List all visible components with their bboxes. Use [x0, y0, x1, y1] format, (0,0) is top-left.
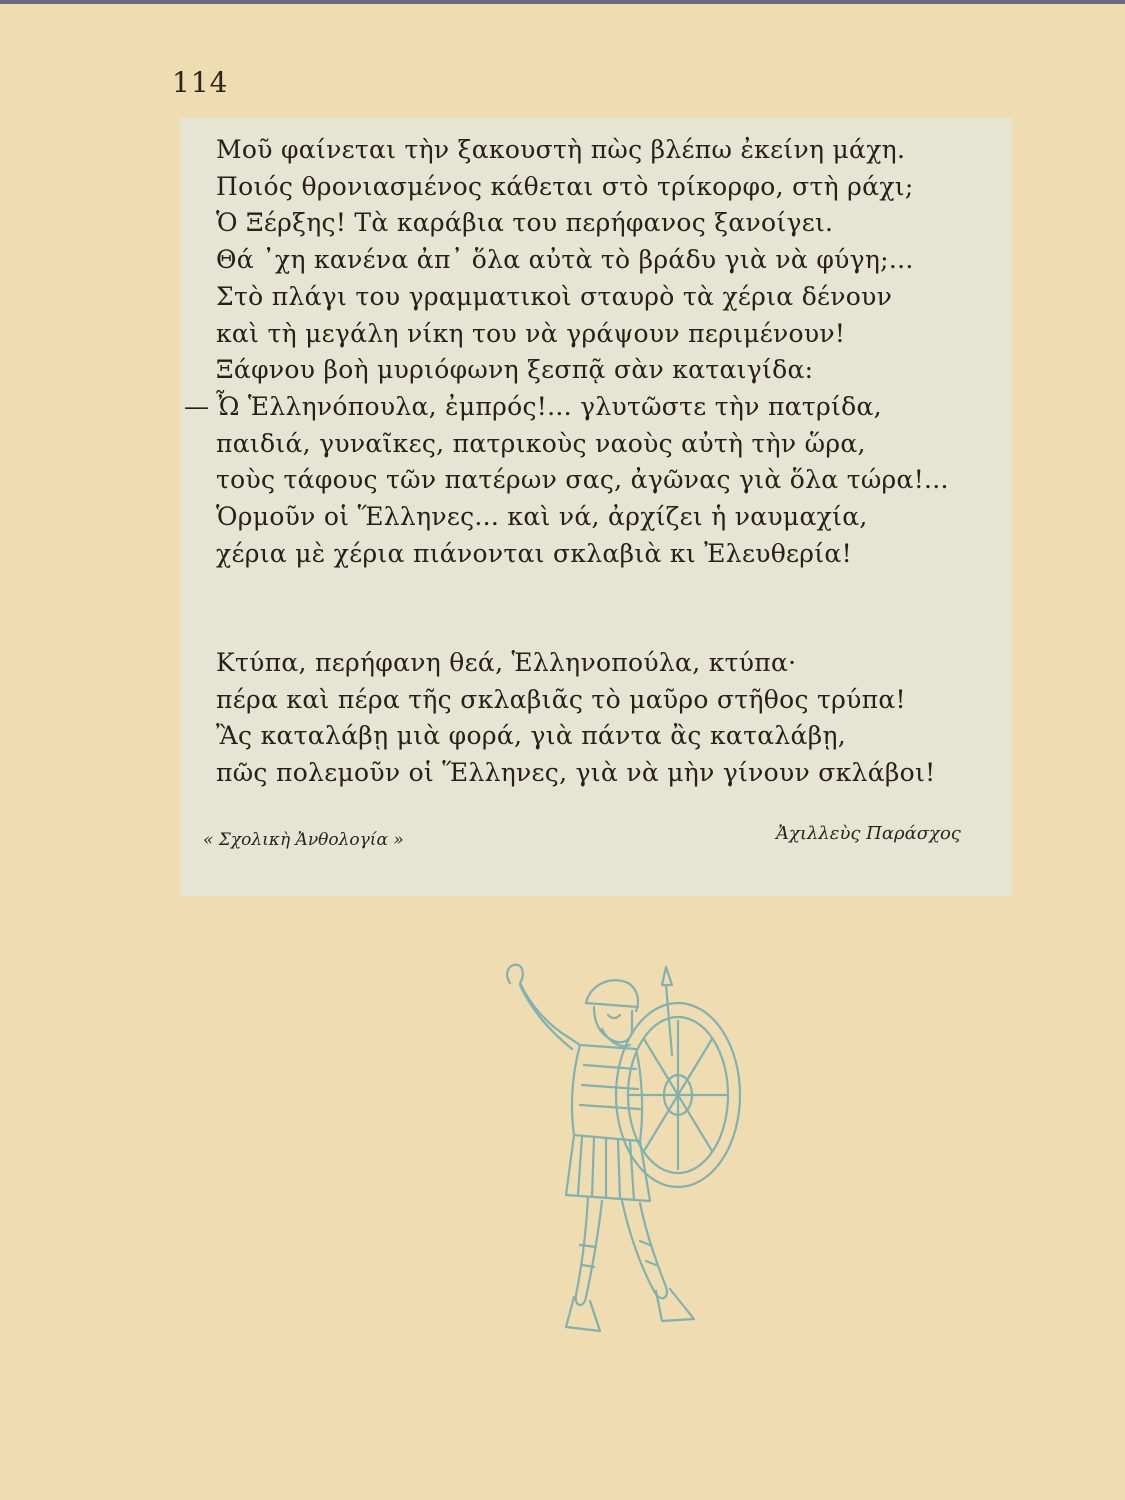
page-number: 114 — [172, 66, 229, 99]
author-credit: Ἀχιλλεὺς Παράσχος — [776, 823, 961, 844]
poem-line: καὶ τὴ μεγάλη νίκη του νὰ γράψουν περιμένουν! — [216, 318, 846, 348]
poem-line-dialogue — [184, 389, 1006, 426]
poem-line: Κτύπα, περήφανη θεά, Ἑλληνοπούλα, κτύπα· — [216, 648, 797, 677]
poem-line: τοὺς τάφους τῶν πατέρων σας, ἀγῶνας γιὰ ὅλα τώρα!... — [216, 465, 949, 495]
poem-line: Θά ᾽χη κανένα ἀπ᾽ ὅλα αὐτὰ τὸ βράδυ γιὰ νὰ φύγη;... — [216, 245, 914, 275]
poem-line: Στὸ πλάγι του γραμματικοὶ σταυρὸ τὰ χέρια δένουν — [216, 281, 893, 311]
poem-line: Ποιός θρονιασμένος κάθεται στὸ τρίκορφο, στὴ ράχι; — [216, 171, 914, 201]
poem-line: πῶς πολεμοῦν οἱ Ἕλληνες, γιὰ νὰ μὴν γίνουν σκλάβοι! — [216, 758, 936, 788]
poem-line: πέρα καὶ πέρα τῆς σκλαβιᾶς τὸ μαῦρο στῆθος τρύπα! — [216, 684, 906, 714]
poem-line-text: Ὦ Ἑλληνόπουλα, ἐμπρός!... γλυτῶστε τὴν πατρίδα, — [216, 391, 882, 421]
poem-stanza-1 — [184, 132, 1006, 572]
poem-line: Ὁρμοῦν οἱ Ἕλληνες... καὶ νά, ἀρχίζει ἡ ναυμαχία, — [216, 502, 868, 532]
poem-line: Μοῦ φαίνεται τὴν ξακουστὴ πὼς βλέπω ἐκείνη μάχη. — [216, 135, 906, 164]
poem-stanza-2 — [216, 645, 1006, 792]
greek-warrior-illustration — [490, 945, 760, 1365]
poem-line: Ἂς καταλάβῃ μιὰ φορά, γιὰ πάντα ἂς καταλάβῃ, — [216, 721, 846, 751]
poem-line: Ξάφνου βοὴ μυριόφωνη ξεσπᾷ σὰν καταιγίδα: — [216, 355, 814, 385]
poem-line: παιδιά, γυναῖκες, πατρικοὺς ναοὺς αὐτὴ τὴν ὥρα, — [216, 428, 866, 458]
page-top-rule — [0, 0, 1125, 4]
poem-line: χέρια μὲ χέρια πιάνονται σκλαβιὰ κι Ἐλευθερία! — [216, 538, 852, 568]
poem-line: Ὁ Ξέρξης! Τὰ καράβια του περήφανος ξανοίγει. — [216, 208, 834, 238]
dialogue-dash: — — [184, 391, 210, 421]
source-credit: « Σχολικὴ Ἀνθολογία » — [203, 830, 404, 850]
